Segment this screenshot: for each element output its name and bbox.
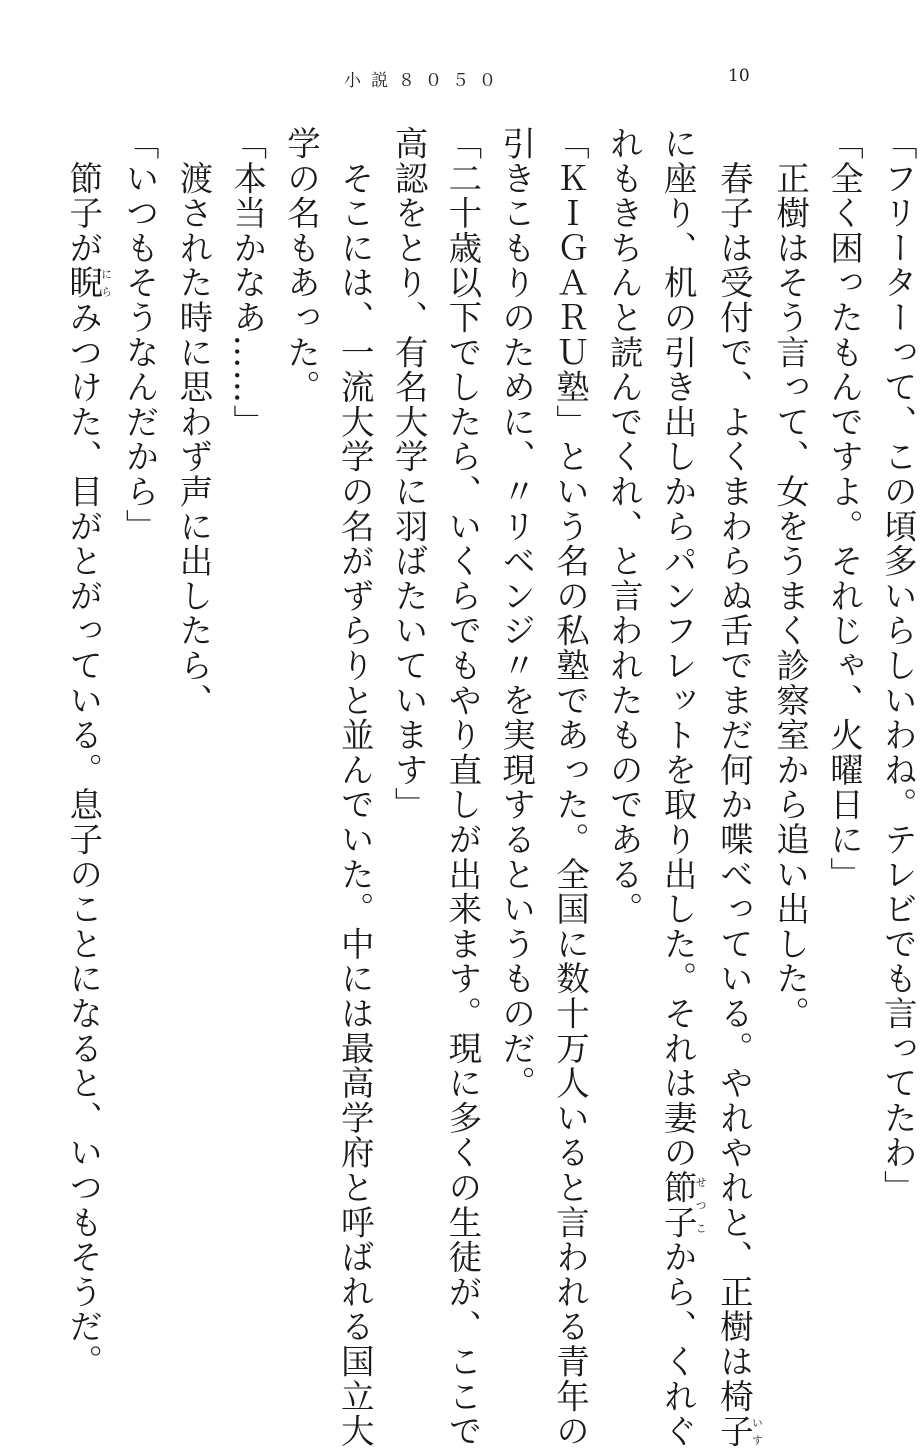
text-line: 「いつもそうなんだから」 [120, 126, 160, 544]
text-segment: に座り、机の引き出しからパンフレットを取り出した。それは妻の [658, 126, 698, 1170]
text-line: 渡された時に思わず声に出したら、 [173, 126, 213, 718]
ruby-annotation [658, 1170, 708, 1240]
text-segment: から、くれぐ [658, 1239, 698, 1448]
page-number: 10 [728, 66, 750, 86]
text-line: 「全く困ったもんですよ。それじゃ、火曜日に」 [824, 126, 864, 892]
ruby-annotation [63, 265, 113, 301]
text-line: 引きこもりのために、〃リベンジ〃を実現するというものだ。 [496, 126, 536, 1101]
text-segment: 節子が [63, 126, 103, 266]
text-line: 「フリーターって、この頃多いらしいわね。テレビでも言ってたわ」 [878, 126, 918, 1205]
text-line [650, 126, 708, 1448]
text-line: 高認をとり、有名大学に羽ばたいています」 [389, 126, 429, 822]
ruby-annotation [714, 1413, 764, 1448]
text-line: そこには、一流大学の名がずらりと並んでいた。中には最高学府と呼ばれる国立大 [335, 126, 375, 1448]
ruby-base: 子 [714, 1413, 754, 1448]
ruby-reading: にら [99, 265, 113, 301]
text-line [707, 126, 764, 1448]
text-columns [56, 126, 924, 1448]
text-line: れもきちんと読んでくれ、と言われたものである。 [604, 126, 644, 927]
text-segment: みつけた、目がとがっている。息子のことになると、いつもそうだ。 [63, 300, 103, 1379]
ruby-base: 節子 [658, 1170, 698, 1240]
text-line: 「ＫＩＧＡＲＵ塾」という名の私塾であった。全国に数十万人いると言われる青年の [550, 126, 590, 1448]
text-line [56, 126, 113, 1379]
text-line: 「本当かなあ……」 [227, 126, 267, 440]
ruby-base: 睨 [63, 265, 103, 301]
text-segment: 春子は受付で、よくまわらぬ舌でまだ何か喋べっている。やれやれと、正樹は椅 [714, 126, 754, 1414]
running-header: 小説８０５０ [344, 71, 506, 91]
text-line: 学の名もあった。 [281, 126, 321, 405]
text-line: 「二十歳以下でしたら、いくらでもやり直しが出来ます。現に多くの生徒が、ここで [442, 126, 482, 1448]
text-line: 正樹はそう言って、女をうまく診察室から追い出した。 [770, 126, 810, 1031]
ruby-reading: せつこ [694, 1170, 708, 1240]
body-text [56, 126, 918, 1448]
ruby-reading: いす [750, 1413, 764, 1448]
